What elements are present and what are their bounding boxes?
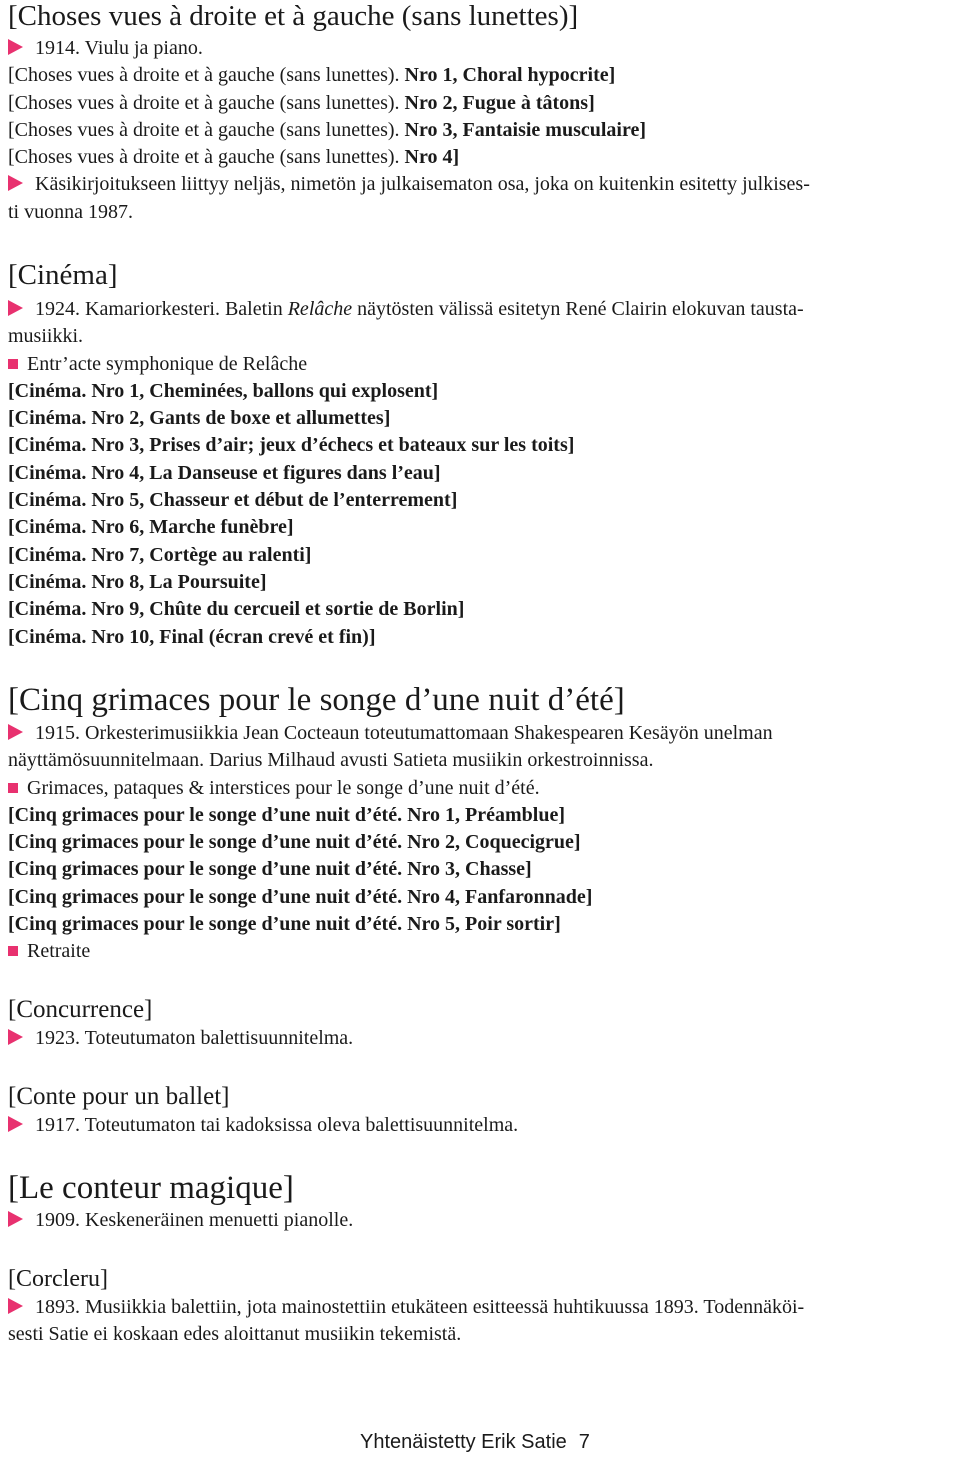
note-line: Käsikirjoitukseen liittyy neljäs, nimetön ja julkaisematon osa, joka on kuitenkin esitetty julkises-: [8, 171, 952, 198]
note-line: 1917. Toteutumaton tai kadoksissa oleva balettisuunnitelma.: [8, 1112, 952, 1139]
page-number: 7: [578, 1431, 590, 1453]
note-line: 1893. Musiikkia balettiin, jota mainostettiin etukäteen esitteessä huhtikuussa 1893. Todennäköi-: [8, 1294, 952, 1321]
work-line: [Cinq grimaces pour le songe d’une nuit d’été. Nro 2, Coquecigrue]: [8, 831, 581, 854]
triangle-right-icon: [8, 300, 23, 316]
work-line: [Cinéma. Nro 6, Marche funèbre]: [8, 516, 294, 539]
work-line: [Choses vues à droite et à gauche (sans lunettes). Nro 3, Fantaisie musculaire]: [8, 118, 647, 141]
note-line: 1915. Orkesterimusiikkia Jean Cocteaun toteutumattomaan Shakespearen Kesäyön unelman: [8, 720, 952, 747]
work-line: [Cinq grimaces pour le songe d’une nuit d’été. Nro 5, Poir sortir]: [8, 913, 561, 936]
work-line: [Cinéma. Nro 10, Final (écran crevé et fin)]: [8, 625, 376, 648]
triangle-right-icon: [8, 39, 23, 55]
section-title: [Cinéma]: [8, 259, 118, 291]
section-title: [Corcleru]: [8, 1266, 108, 1292]
note-line: 1924. Kamariorkesteri. Baletin Relâche näytösten välissä esitetyn René Clairin elokuvan tausta-: [8, 296, 952, 323]
note-line: 1914. Viulu ja piano.: [8, 35, 952, 62]
work-line: [Cinq grimaces pour le songe d’une nuit d’été. Nro 1, Préamblue]: [8, 803, 566, 826]
alt-title-line: Entr’acte symphonique de Relâche: [8, 351, 952, 378]
section-title: [Choses vues à droite et à gauche (sans lunettes)]: [8, 0, 579, 32]
section-title: [Le conteur magique]: [8, 1170, 294, 1206]
section-body: [8, 720, 952, 966]
work-line: [Choses vues à droite et à gauche (sans lunettes). Nro 1, Choral hypocrite]: [8, 64, 616, 87]
work-line: [Cinéma. Nro 3, Prises d’air; jeux d’échecs et bateaux sur les toits]: [8, 434, 575, 457]
note-continuation: ti vuonna 1987.: [8, 200, 133, 223]
work-line: [Cinéma. Nro 9, Chûte du cercueil et sortie de Borlin]: [8, 598, 465, 621]
note-line: 1923. Toteutumaton balettisuunnitelma.: [8, 1025, 952, 1052]
footer-title: Yhtenäistetty Erik Satie: [360, 1431, 567, 1453]
square-bullet-icon: [8, 946, 18, 956]
triangle-right-icon: [8, 1116, 23, 1132]
section-body: [8, 296, 952, 651]
work-line: [Choses vues à droite et à gauche (sans lunettes). Nro 4]: [8, 146, 460, 169]
work-line: [Cinéma. Nro 2, Gants de boxe et allumettes]: [8, 407, 391, 430]
work-line: [Cinq grimaces pour le songe d’une nuit d’été. Nro 3, Chasse]: [8, 858, 532, 881]
work-line: [Choses vues à droite et à gauche (sans lunettes). Nro 2, Fugue à tâtons]: [8, 91, 595, 114]
section-body: [8, 1025, 952, 1052]
work-line: [Cinéma. Nro 8, La Poursuite]: [8, 570, 267, 593]
work-line: [Cinéma. Nro 4, La Danseuse et figures dans l’eau]: [8, 461, 441, 484]
work-line: [Cinéma. Nro 1, Cheminées, ballons qui explosent]: [8, 379, 439, 402]
section-body: [8, 1207, 952, 1234]
triangle-right-icon: [8, 1211, 23, 1227]
section-title: [Cinq grimaces pour le songe d’une nuit d’été]: [8, 682, 625, 718]
note-continuation: näyttämösuunnitelmaan. Darius Milhaud avusti Satieta musiikin orkestroinnissa.: [8, 749, 654, 772]
note-continuation: musiikki.: [8, 325, 84, 348]
section-body: [8, 1294, 952, 1349]
triangle-right-icon: [8, 1298, 23, 1314]
section-body: [8, 1112, 952, 1139]
square-bullet-icon: [8, 359, 18, 369]
triangle-right-icon: [8, 724, 23, 740]
alt-title-line: Retraite: [8, 938, 952, 965]
work-line: [Cinq grimaces pour le songe d’une nuit d’été. Nro 4, Fanfaronnade]: [8, 885, 593, 908]
square-bullet-icon: [8, 783, 18, 793]
page-footer: [360, 1431, 590, 1454]
triangle-right-icon: [8, 1029, 23, 1045]
alt-title-line: Grimaces, pataques & interstices pour le songe d’une nuit d’été.: [8, 775, 952, 802]
triangle-right-icon: [8, 175, 23, 191]
section-body: [8, 35, 952, 226]
note-line: 1909. Keskeneräinen menuetti pianolle.: [8, 1207, 952, 1234]
work-line: [Cinéma. Nro 5, Chasseur et début de l’enterrement]: [8, 489, 458, 512]
section-title: [Concurrence]: [8, 996, 153, 1023]
note-continuation: sesti Satie ei koskaan edes aloittanut musiikin tekemistä.: [8, 1323, 462, 1346]
work-line: [Cinéma. Nro 7, Cortège au ralenti]: [8, 543, 312, 566]
section-title: [Conte pour un ballet]: [8, 1083, 230, 1110]
